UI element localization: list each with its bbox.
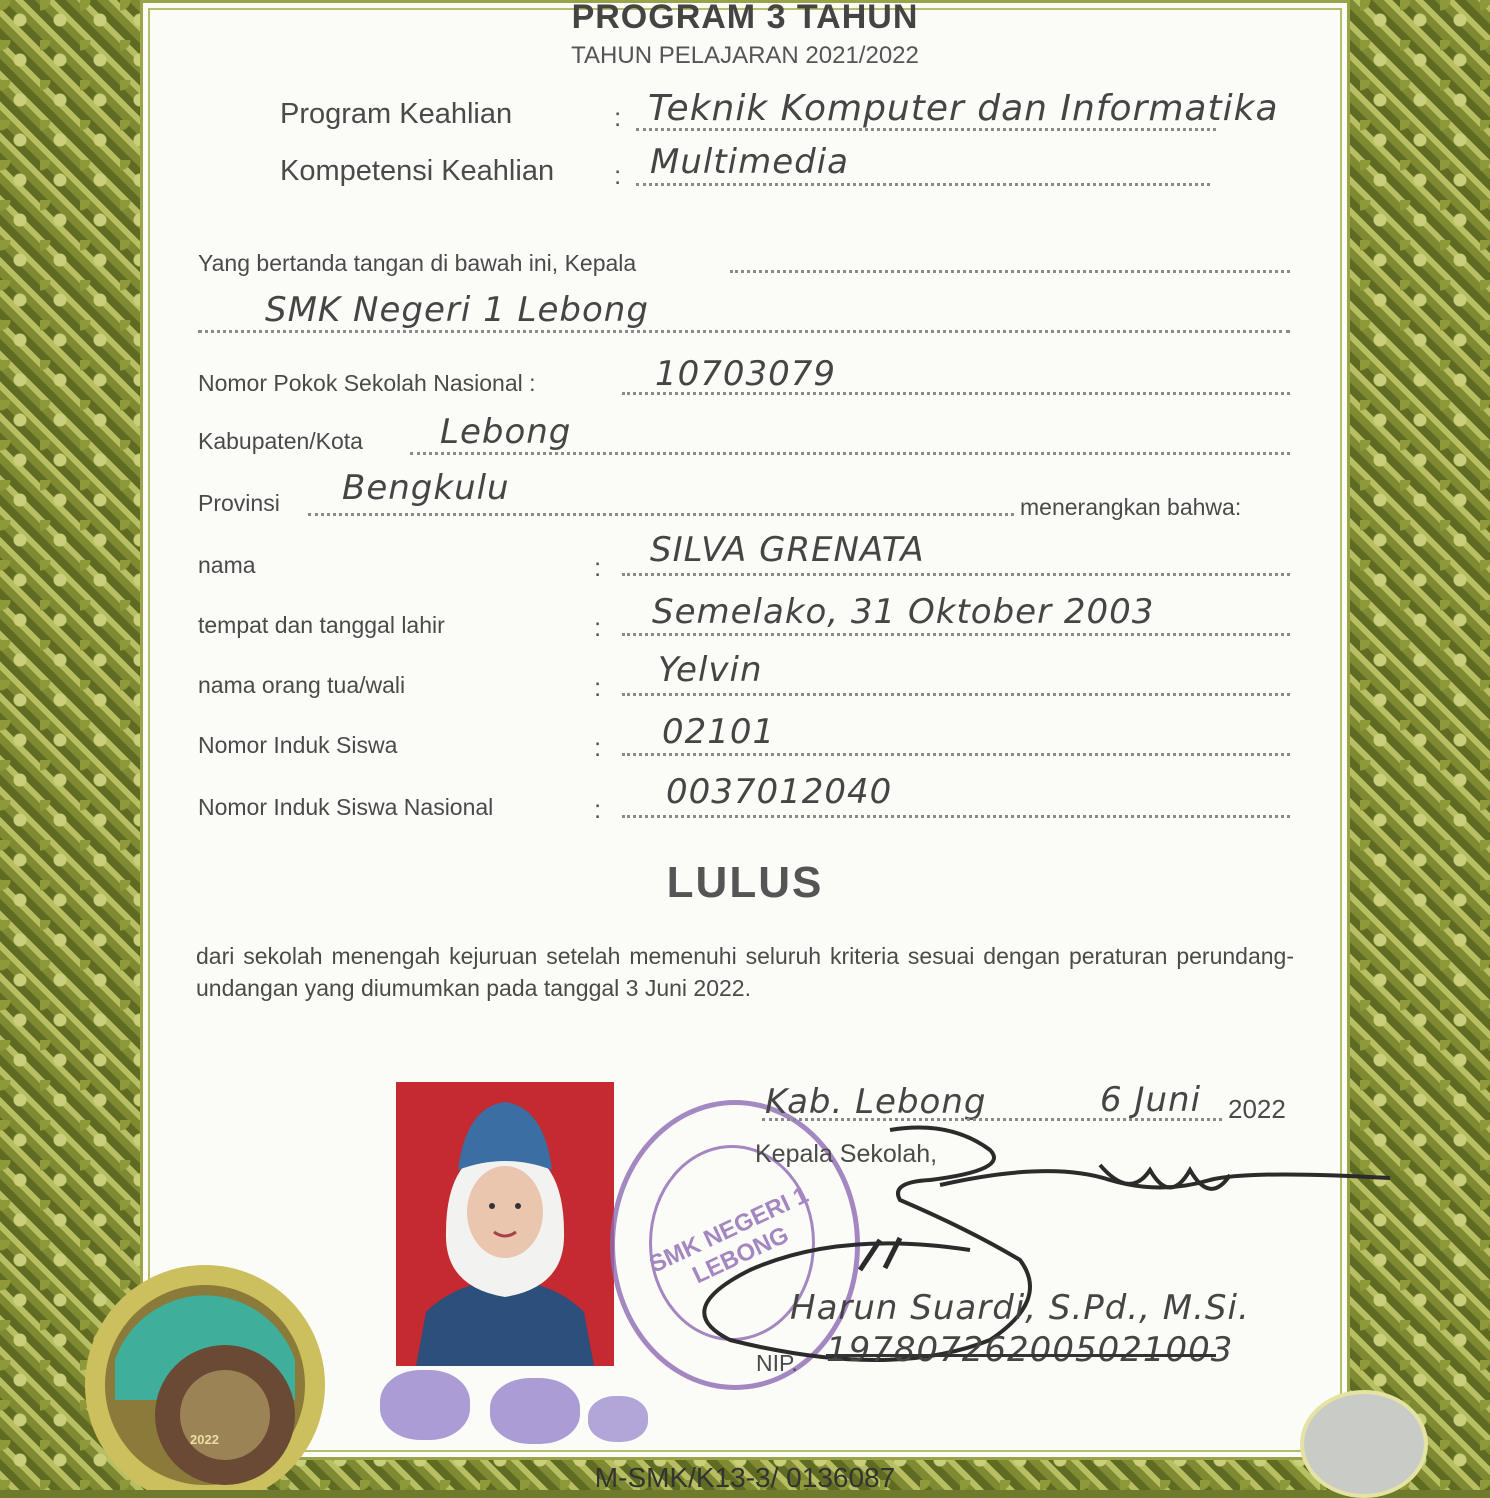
thumbprint — [588, 1396, 648, 1442]
colon: : — [594, 552, 602, 582]
principal-name: Harun Suardi, S.Pd., M.Si. — [790, 1288, 1250, 1328]
academic-year: TAHUN PELAJARAN 2021/2022 — [571, 42, 919, 69]
graduation-result: LULUS — [666, 858, 824, 907]
npsn-value: 10703079 — [655, 354, 837, 394]
dotted-line — [622, 633, 1290, 636]
serial-number: M-SMK/K13-3/ 0136087 — [594, 1462, 896, 1493]
competency-label: Kompetensi Keahlian — [280, 155, 555, 187]
parent-value: Yelvin — [658, 650, 763, 690]
dotted-line — [730, 270, 1290, 273]
nip-value: 197807262005021003 — [826, 1330, 1234, 1370]
dotted-line — [622, 815, 1290, 818]
parent-label: nama orang tua/wali — [198, 672, 406, 698]
birth-label: tempat dan tanggal lahir — [198, 612, 445, 638]
colon: : — [594, 732, 602, 762]
student-photo — [396, 1082, 614, 1366]
principal-position: Kepala Sekolah, — [755, 1140, 938, 1168]
colon: : — [594, 612, 602, 642]
nisn-label: Nomor Induk Siswa Nasional — [198, 794, 494, 820]
birth-value: Semelako, 31 Oktober 2003 — [652, 592, 1155, 632]
strike-line — [826, 1354, 1216, 1357]
certificate-title: PROGRAM 3 TAHUN — [571, 0, 919, 36]
thumbprint — [380, 1370, 470, 1440]
nip-label: NIP. — [756, 1350, 798, 1376]
dotted-line — [622, 693, 1290, 696]
dotted-line — [308, 513, 1014, 516]
school-name-value: SMK Negeri 1 Lebong — [265, 290, 649, 330]
intro-text: Yang bertanda tangan di bawah ini, Kepala — [198, 250, 637, 276]
student-name-label: nama — [198, 552, 256, 578]
competency-value: Multimedia — [650, 142, 850, 182]
dotted-line — [410, 452, 1290, 455]
nis-value: 02101 — [662, 712, 776, 752]
stating-text: menerangkan bahwa: — [1020, 494, 1242, 520]
program-value: Teknik Komputer dan Informatika — [648, 88, 1279, 129]
dotted-line — [636, 183, 1210, 186]
thumbprint — [490, 1378, 580, 1444]
npsn-label: Nomor Pokok Sekolah Nasional : — [198, 370, 536, 396]
signing-date: 6 Juni — [1100, 1080, 1202, 1120]
province-value: Bengkulu — [342, 468, 510, 508]
signing-year: 2022 — [1228, 1094, 1286, 1124]
colon: : — [614, 160, 622, 190]
colon: : — [594, 794, 602, 824]
portrait-illustration — [396, 1082, 614, 1366]
colon: : — [614, 102, 622, 132]
program-label: Program Keahlian — [280, 98, 513, 130]
regency-value: Lebong — [440, 412, 572, 452]
medal-year: 2022 — [190, 1432, 219, 1447]
stamp-text: SMK NEGERI 1 LEBONG — [645, 1181, 813, 1290]
dotted-line — [622, 573, 1290, 576]
signing-place: Kab. Lebong — [765, 1082, 987, 1122]
province-label: Provinsi — [198, 490, 280, 516]
emblem-medal — [70, 1250, 340, 1490]
student-name-value: SILVA GRENATA — [650, 530, 925, 570]
graduation-statement: dari sekolah menengah kejuruan setelah memenuhi seluruh kriteria sesuai dengan peraturan perundang-undangan yang diumumkan pada tanggal 3 Juni 2022. — [196, 943, 1294, 1001]
regency-label: Kabupaten/Kota — [198, 428, 363, 454]
nisn-value: 0037012040 — [666, 772, 893, 812]
dotted-line — [198, 330, 1290, 333]
colon: : — [594, 672, 602, 702]
dotted-line — [622, 753, 1290, 756]
nis-label: Nomor Induk Siswa — [198, 732, 398, 758]
